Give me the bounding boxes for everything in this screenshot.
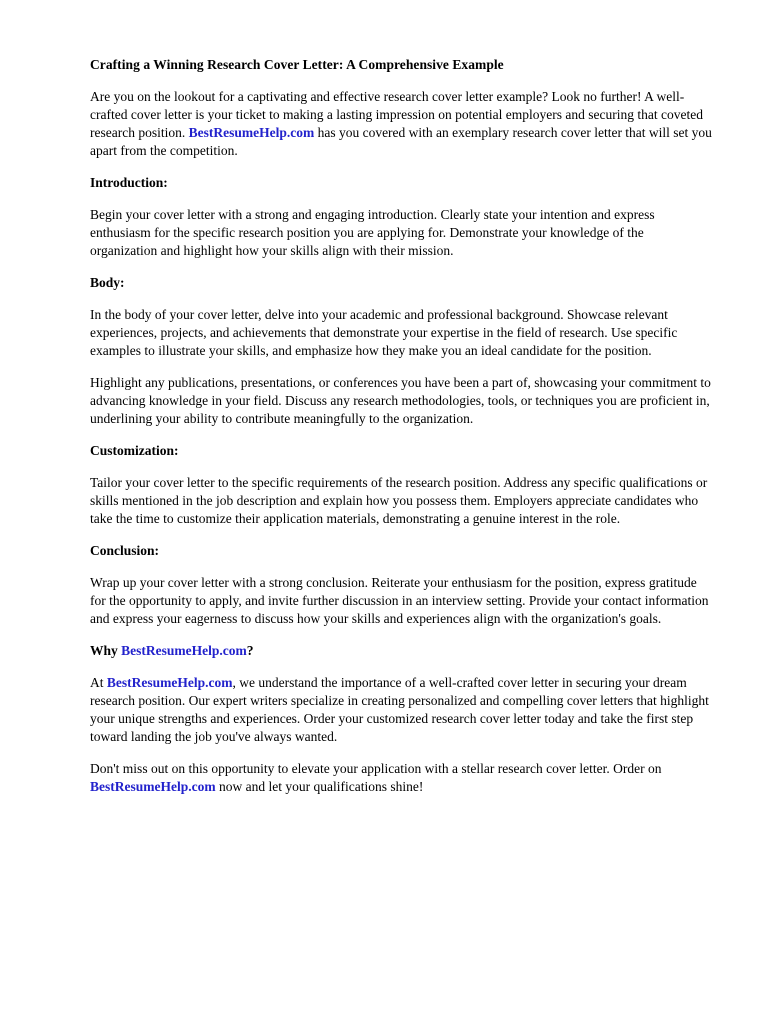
section-heading-customization: Customization:	[90, 443, 179, 458]
brand-link-why-heading[interactable]: BestResumeHelp.com	[121, 643, 247, 658]
intro-text-before-link: Are you on the lookout for a captivating and effective research cover letter example? Look no further! A well-crafted cover letter is your ticket to making a lasting impression on potential employers and securing that coveted research position.	[90, 89, 703, 140]
section-heading-body: Body:	[90, 275, 125, 290]
section-paragraph-customization-1: Tailor your cover letter to the specific requirements of the research position. Address any specific qualifications or skills mentioned in the job description and explain how you possess them. Employers appreciate candidates who take the time to customize their application materials, demonstrating a genuine interest in the role.	[90, 475, 708, 526]
page-title: Crafting a Winning Research Cover Letter: A Comprehensive Example	[90, 57, 504, 72]
section-heading-introduction: Introduction:	[90, 175, 168, 190]
why-p1-text-after-link: , we understand the importance of a well-crafted cover letter in securing your dream research position. Our expert writers specialize in creating personalized and compelling cover letters that highlight your unique strengths and experiences. Order your customized research cover letter today and take the first step toward landing the job you've always wanted.	[90, 675, 709, 744]
brand-link-why-p1[interactable]: BestResumeHelp.com	[106, 675, 233, 690]
intro-text-after-link: has you covered with an exemplary research cover letter that will set you apart from the competition.	[90, 125, 712, 158]
why-heading-prefix: Why	[90, 643, 122, 658]
brand-link-intro[interactable]: BestResumeHelp.com	[188, 125, 315, 140]
why-p2-text-after-link: now and let your qualifications shine!	[215, 779, 424, 794]
why-paragraph-1	[90, 674, 714, 746]
section-heading-why	[90, 642, 714, 660]
document-content	[90, 56, 714, 796]
why-heading-suffix: ?	[246, 643, 254, 658]
section-paragraph-body-2: Highlight any publications, presentations, or conferences you have been a part of, showcasing your commitment to advancing knowledge in your field. Discuss any research methodologies, tools, or techniques you are proficient in, underlining your ability to contribute meaningfully to the organization.	[90, 375, 711, 426]
why-paragraph-2	[90, 760, 714, 796]
intro-paragraph	[90, 88, 714, 160]
section-heading-conclusion: Conclusion:	[90, 543, 160, 558]
why-p2-text-before-link: Don't miss out on this opportunity to elevate your application with a stellar research cover letter. Order on	[90, 761, 662, 776]
brand-link-why-p2[interactable]: BestResumeHelp.com	[90, 779, 216, 794]
section-paragraph-conclusion-1: Wrap up your cover letter with a strong conclusion. Reiterate your enthusiasm for the position, express gratitude for the opportunity to apply, and invite further discussion in an interview setting. Provide your contact information and express your eagerness to discuss how your skills and experiences align with the organization's goals.	[90, 575, 709, 626]
section-paragraph-introduction-1: Begin your cover letter with a strong and engaging introduction. Clearly state your intention and express enthusiasm for the specific research position you are applying for. Demonstrate your knowledge of the organization and highlight how your skills align with their mission.	[90, 207, 655, 258]
why-p1-text-before-link: At	[90, 675, 107, 690]
section-paragraph-body-1: In the body of your cover letter, delve into your academic and professional background. Showcase relevant experiences, projects, and achievements that demonstrate your expertise in the field of research. Use specific examples to illustrate your skills, and emphasize how they make you an ideal candidate for the position.	[90, 307, 678, 358]
